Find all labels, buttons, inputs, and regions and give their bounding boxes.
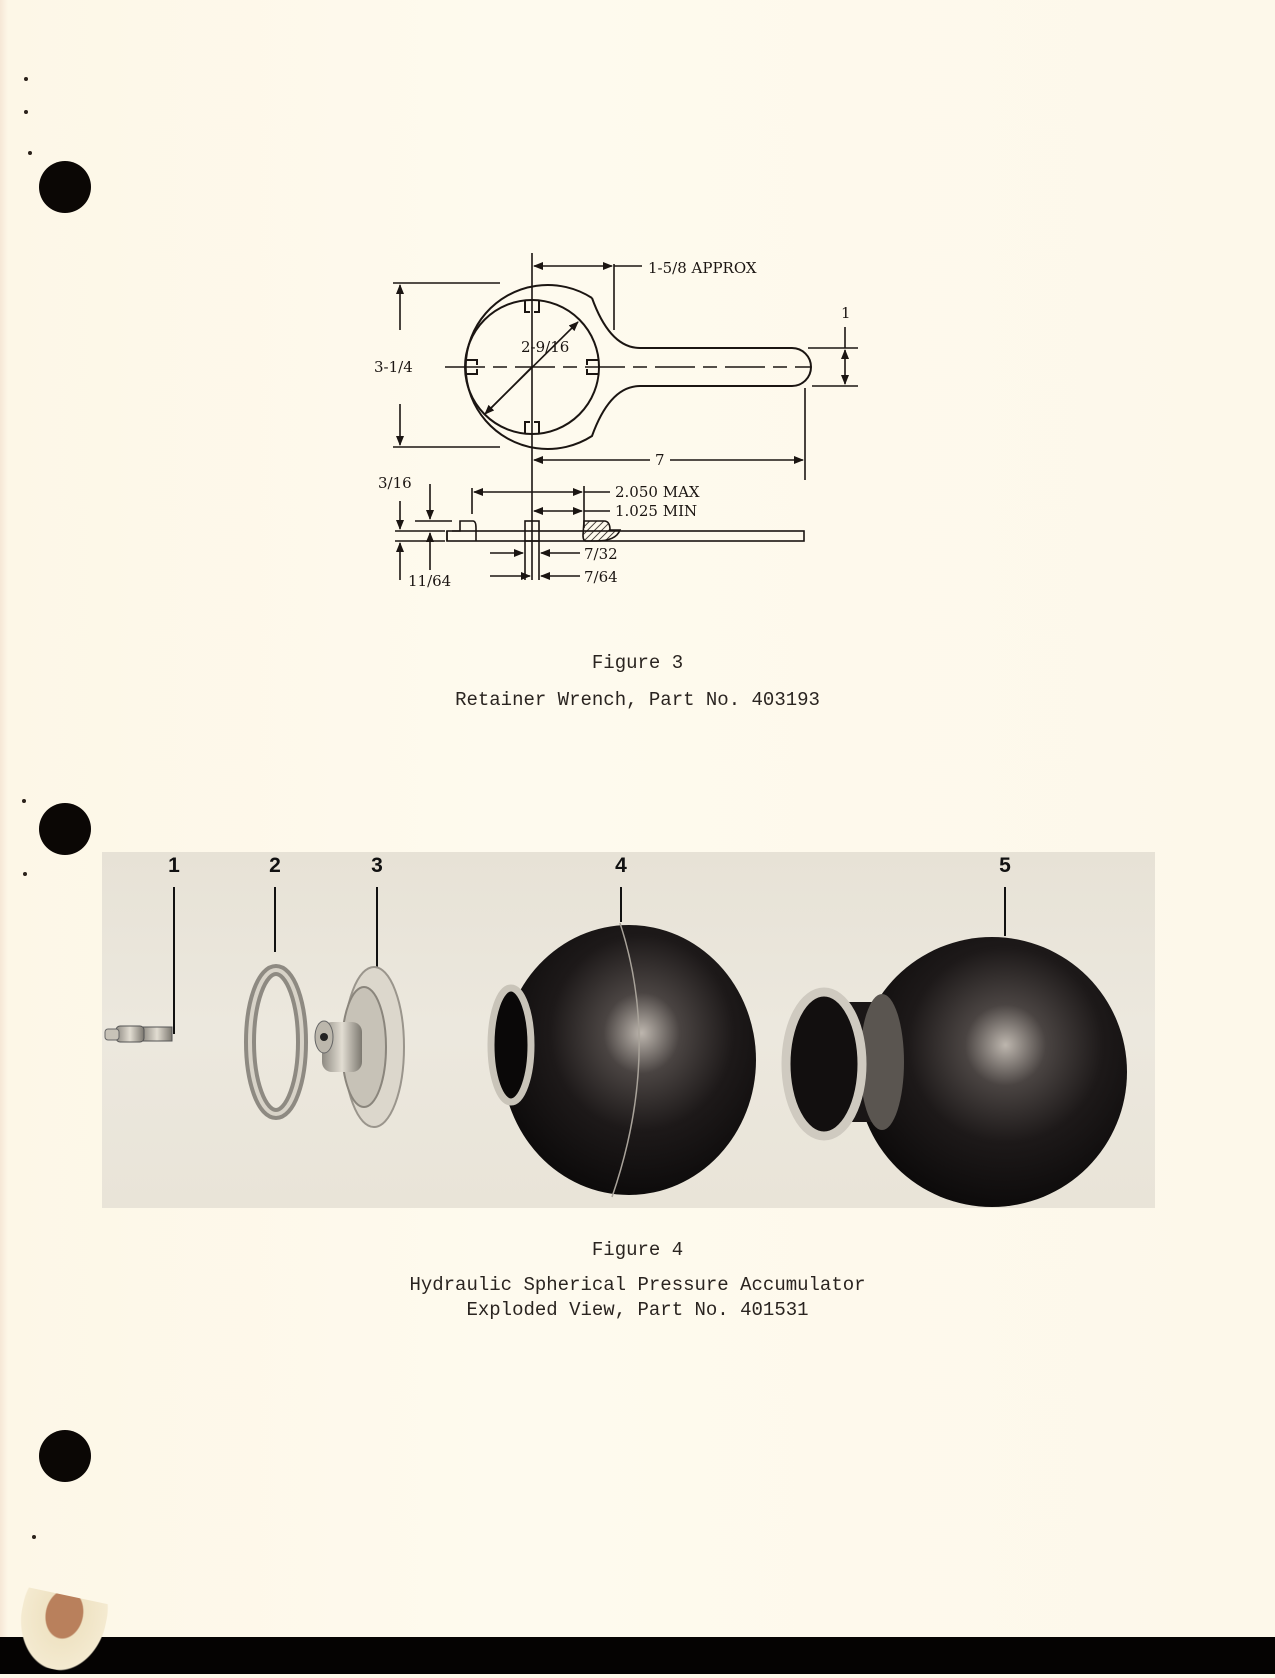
binder-hole-middle bbox=[39, 803, 91, 855]
speck bbox=[32, 1535, 36, 1539]
accumulator-exploded-photo bbox=[102, 852, 1155, 1208]
dim-length: 7 bbox=[655, 451, 665, 469]
retainer-wrench-drawing bbox=[0, 0, 1275, 640]
figure-3-label: Figure 3 bbox=[591, 652, 684, 674]
dim-slot-width: 7/32 bbox=[584, 545, 618, 563]
exploded-view-illustration bbox=[102, 852, 1155, 1208]
speck bbox=[23, 872, 27, 876]
figure-4-title-line1: Hydraulic Spherical Pressure Accumulator bbox=[409, 1274, 866, 1296]
figure-3-title: Retainer Wrench, Part No. 403193 bbox=[455, 689, 820, 711]
dim-plate-thickness: 11/64 bbox=[408, 572, 452, 590]
speck bbox=[22, 799, 26, 803]
binder-hole-bottom bbox=[39, 1430, 91, 1482]
callout-3: 3 bbox=[371, 854, 383, 877]
dim-slot-offset: 1-5/8 APPROX bbox=[648, 259, 757, 277]
dim-lug-span-min: 1.025 MIN bbox=[615, 502, 698, 520]
dim-inner-diameter: 2-9/16 bbox=[521, 338, 570, 356]
figure-4-title-line2: Exploded View, Part No. 401531 bbox=[466, 1299, 809, 1321]
scan-border bbox=[0, 1637, 1275, 1674]
dim-slot-half: 7/64 bbox=[584, 568, 618, 586]
callout-1: 1 bbox=[168, 854, 180, 877]
dim-lug-thickness: 3/16 bbox=[378, 474, 412, 492]
callout-4: 4 bbox=[615, 854, 627, 877]
callout-2: 2 bbox=[269, 854, 281, 877]
dim-overall-height: 3-1/4 bbox=[374, 358, 413, 376]
callout-5: 5 bbox=[999, 854, 1011, 877]
figure-4-label: Figure 4 bbox=[591, 1239, 684, 1261]
dim-lug-span-max: 2.050 MAX bbox=[615, 483, 700, 501]
dim-handle-width: 1 bbox=[841, 304, 851, 322]
